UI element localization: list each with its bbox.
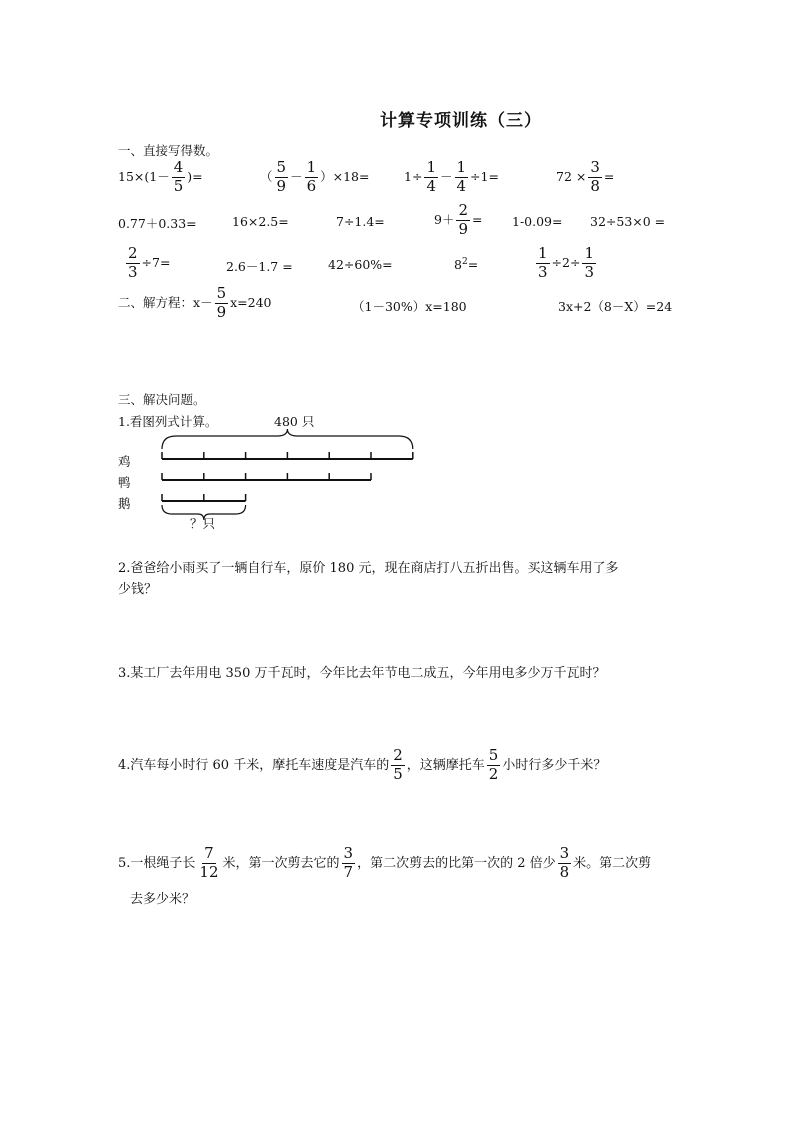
equations-line: 二、解方程：x－ $\frac{5}{9}$ x=240 [118, 284, 272, 321]
question-5: 5.一根绳子长 $\frac{7}{12}$ 米，第一次剪去它的 $\frac{3}{7}$ ，第二次剪去的比第一次的 2 倍少 $\frac{3}{8}$ 米。第二次剪 [118, 844, 652, 881]
total-brace [162, 429, 413, 449]
problem-3-5: $\frac{1}{3}$ ÷2÷ $\frac{1}{3}$ [538, 244, 594, 281]
problem-1-2: （ $\frac{5}{9}$ － $\frac{1}{6}$ ）×18= [260, 158, 370, 195]
question-4: 4.汽车每小时行 60 千米，摩托车速度是汽车的 $\frac{2}{5}$ ，这辆摩托车 $\frac{5}{2}$ 小时行多少千米？ [118, 746, 607, 783]
problem-2-5: 1-0.09= [512, 214, 563, 229]
section3-heading: 三、解决问题。 [118, 392, 206, 407]
problem-2-4: 9＋ $\frac{2}{9}$ = [434, 201, 483, 238]
problem-2-3: 7÷1.4= [336, 214, 385, 229]
problem-3-1: $\frac{2}{3}$ ÷7= [128, 244, 171, 281]
problem-2-6: 32÷53×0 = [590, 214, 666, 229]
page-title: 计算专项训练（三） [380, 111, 542, 131]
problem-3-3: 42÷60%= [328, 257, 393, 272]
equation-3: 3x+2（8－X）=24 [558, 299, 673, 314]
section1-heading: 一、直接写得数。 [118, 143, 219, 158]
problem-2-1: 0.77＋0.33= [118, 216, 197, 231]
diagram-unknown-label: ？只 [190, 516, 216, 531]
question-2-line1: 2.爸爸给小雨买了一辆自行车，原价 180 元，现在商店打八五折出售。买这辆车用了多 [118, 561, 619, 576]
question-1: 1.看图列式计算。 [118, 414, 218, 429]
equation-2: （1－30%）x=180 [352, 299, 467, 314]
question-2-line2: 少钱？ [118, 582, 158, 597]
question-3: 3.某工厂去年用电 350 万千瓦时，今年比去年节电二成五，今年用电多少万千瓦时？ [118, 666, 606, 681]
problem-1-4: 72 × $\frac{3}{8}$ = [556, 158, 615, 195]
diagram-total-label: 480 只 [274, 414, 315, 429]
label-chicken: 鸡 [118, 454, 131, 469]
problem-3-2: 2.6－1.7 = [226, 259, 293, 274]
problem-3-4: $8^2=$ [454, 257, 479, 273]
label-goose: 鹅 [118, 496, 131, 511]
question-5-line2: 去多少米？ [130, 892, 196, 907]
problem-1-1: 15×(1－ $\frac{4}{5}$ )= [118, 158, 203, 195]
problem-2-2: 16×2.5= [232, 214, 289, 229]
problem-1-3: 1÷ $\frac{1}{4}$ － $\frac{1}{4}$ ÷1= [404, 158, 499, 195]
label-duck: 鸭 [118, 475, 131, 490]
